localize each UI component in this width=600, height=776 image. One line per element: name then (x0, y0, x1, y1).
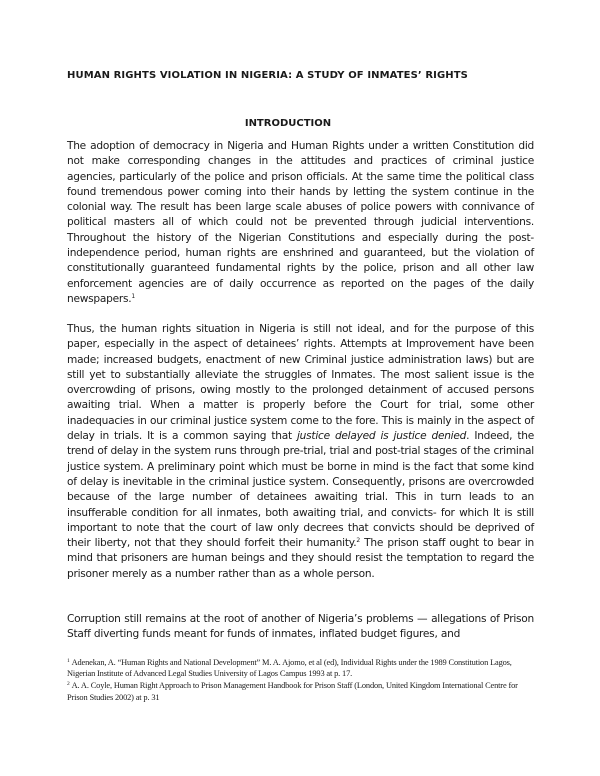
paragraph-2-italic-phrase: justice delayed is justice denied (296, 430, 467, 443)
paragraph-3-text: Corruption still remains at the root of another of Nigeria’s problems — allegations of Prison Staff diverting funds meant for funds of inmates, inflated budget figures, and (67, 613, 534, 641)
paragraph-2-text-part-1: Thus, the human rights situation in Nigeria is still not ideal, and for the purpose of this paper, especially in the aspect of detainees’ rights. Attempts at Improvement have been made; increased budgets, enactment of new Criminal justice administration laws) but are still yet to substantially alleviate the struggles of Inmates. The most salient issue is the overcrowding of prisons, owing mostly to the prolonged detainment of accused persons awaiting trial. When a matter is properly before the Court for trial, some other inadequacies in our criminal justice system come to the fore. This is mainly in the aspect of delay in trials. It is a common saying that (67, 323, 534, 443)
footnote-2 (67, 680, 537, 702)
paragraph-2 (67, 322, 534, 582)
footnote-1 (67, 657, 537, 679)
footnote-2-text: A. A. Coyle, Human Right Approach to Prison Management Handbook for Prison Staff (London, United Kingdom International Centre for Prison Studies 2002) at p. 31 (67, 681, 518, 702)
footnote-ref-1: 1 (131, 292, 135, 300)
footnote-2-number: 2 (67, 681, 70, 688)
footnote-1-number: 1 (67, 658, 70, 664)
paragraph-2-text-part-2: . Indeed, the trend of delay in the system runs through pre-trial, trial and post-trial stages of the criminal justice system. A preliminary point which must be borne in mind is the fact that some kind of delay is inevitable in the criminal justice system. Consequently, prisons are overcrowded because of the large number of detainees awaiting trial. This in turn leads to an insufferable condition for all inmates, both awaiting trial, and convicts- for which It is still important to note that the court of law only decrees that convicts should be deprived of their liberty, not that they should forfeit their humanity. (67, 430, 534, 550)
footnotes-section (67, 657, 537, 704)
paragraph-2-text-part-3: The prison staff ought to bear in mind that prisoners are human beings and they should resist the temptation to regard the prisoner merely as a number rather than as a whole person. (67, 537, 534, 580)
paragraph-3 (67, 612, 534, 643)
section-heading-introduction: INTRODUCTION (244, 118, 332, 129)
footnote-1-text: Adenekan, A. “Human Rights and National Development” M. A. Ajomo, et al (ed), Individual Rights under the 1989 Constitution Lagos, Nigerian Institute of Advanced Legal Studies University of Lagos Campus 1993 at p. 17. (67, 658, 512, 679)
paragraph-1-text: The adoption of democracy in Nigeria and Human Rights under a written Constitution did not make corresponding changes in the attitudes and practices of criminal justice agencies, particularly of the police and prison officials. At the same time the political class found tremendous power coming into their hands by letting the system continue in the colonial way. The result has been large scale abuses of police powers with connivance of political masters all of which could not be prevented through judicial interventions. Throughout the history of the Nigerian Constitutions and especially during the post-independence period, human rights are enshrined and guaranteed, but the violation of constitutionally guaranteed fundamental rights by the police, prison and all other law enforcement agencies are of daily occurrence as reported on the pages of the daily newspapers. (67, 140, 534, 305)
footnote-ref-2: 2 (356, 537, 360, 545)
document-title: HUMAN RIGHTS VIOLATION IN NIGERIA: A STUDY OF INMATES’ RIGHTS (67, 70, 468, 81)
paragraph-1 (67, 139, 534, 307)
